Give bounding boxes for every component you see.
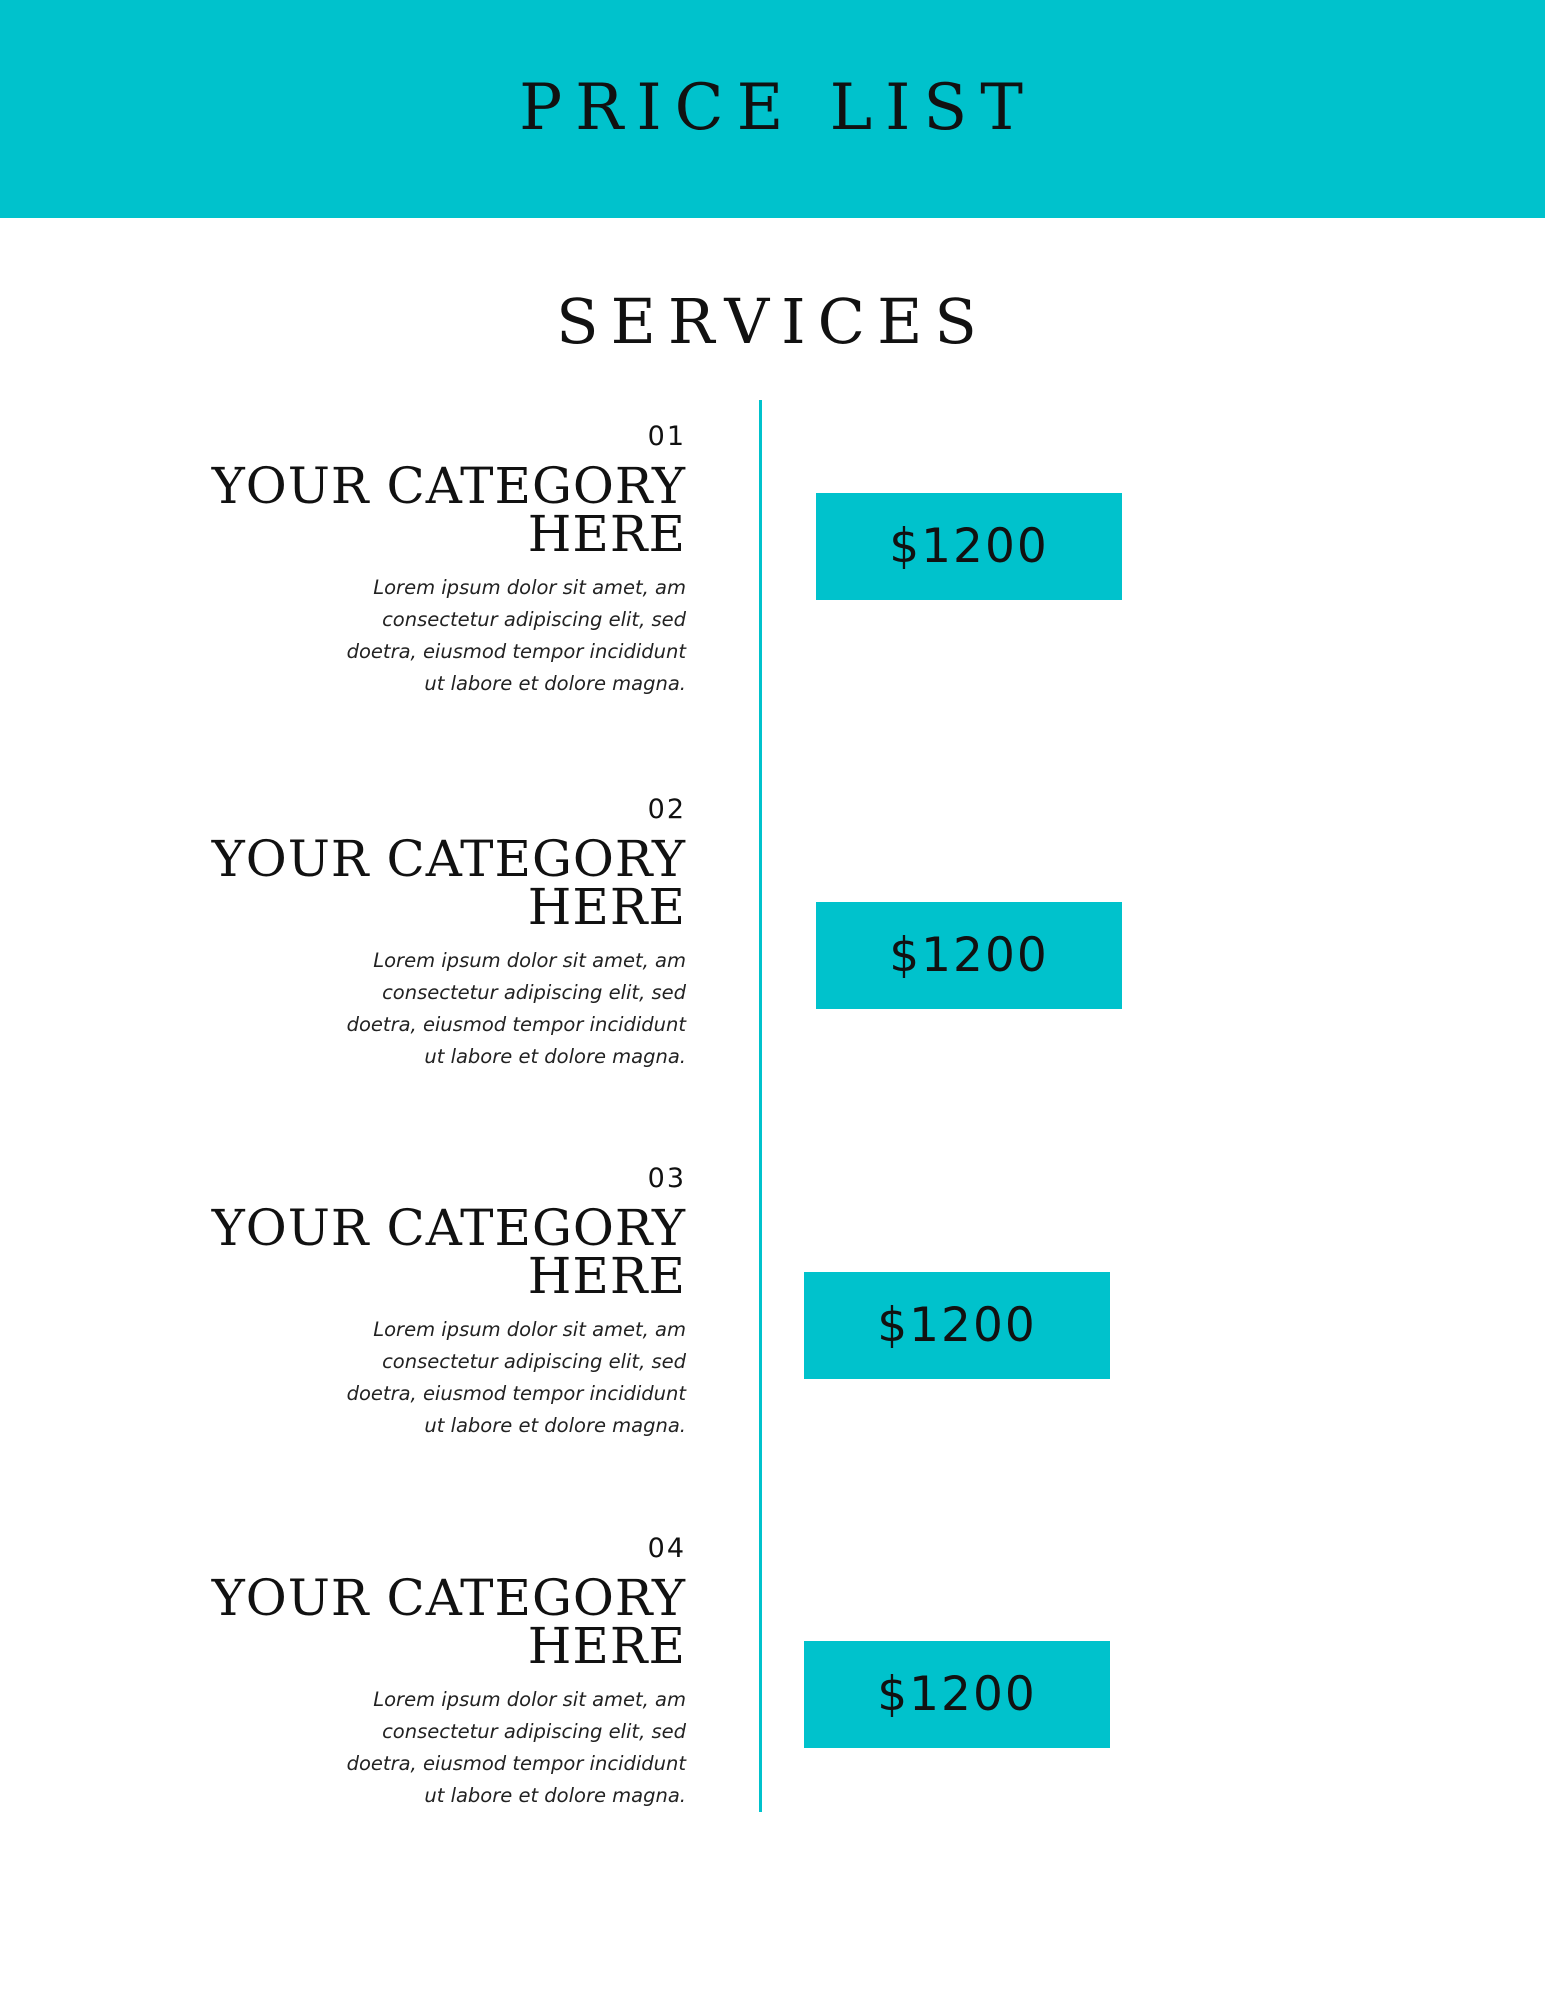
item-title-line: YOUR CATEGORY	[211, 457, 686, 515]
description-line: Lorem ipsum dolor sit amet, am	[373, 576, 686, 599]
item-number: 01	[647, 421, 686, 452]
price-value: $1200	[877, 1298, 1037, 1353]
section-title: SERVICES	[556, 285, 989, 358]
item-title	[140, 1199, 686, 1305]
description-line: ut labore et dolore magna.	[424, 1414, 686, 1437]
service-item	[140, 1162, 686, 1442]
service-item	[140, 420, 686, 700]
item-title-line: HERE	[527, 1617, 686, 1675]
description-line: doetra, eiusmod tempor incididunt	[346, 1013, 686, 1036]
item-number: 02	[647, 794, 686, 825]
item-title-line: YOUR CATEGORY	[211, 830, 686, 888]
item-title-line: YOUR CATEGORY	[211, 1569, 686, 1627]
description-line: doetra, eiusmod tempor incididunt	[346, 640, 686, 663]
header-band	[0, 0, 1545, 218]
price-badge	[804, 1641, 1110, 1748]
price-badge	[816, 902, 1122, 1009]
item-description	[140, 1684, 686, 1812]
description-line: ut labore et dolore magna.	[424, 1045, 686, 1068]
description-line: ut labore et dolore magna.	[424, 672, 686, 695]
item-number: 04	[647, 1533, 686, 1564]
description-line: consectetur adipiscing elit, sed	[382, 981, 686, 1004]
service-item	[140, 793, 686, 1073]
description-line: ut labore et dolore magna.	[424, 1784, 686, 1807]
item-number: 03	[647, 1163, 686, 1194]
item-title-line: HERE	[527, 1247, 686, 1305]
item-title-line: HERE	[527, 505, 686, 563]
description-line: consectetur adipiscing elit, sed	[382, 608, 686, 631]
vertical-divider	[759, 400, 762, 1812]
item-title-line: HERE	[527, 878, 686, 936]
page-title: PRICE LIST	[519, 71, 1036, 145]
item-title	[140, 830, 686, 936]
price-value: $1200	[889, 928, 1049, 983]
description-line: Lorem ipsum dolor sit amet, am	[373, 1318, 686, 1341]
description-line: consectetur adipiscing elit, sed	[382, 1350, 686, 1373]
description-line: doetra, eiusmod tempor incididunt	[346, 1382, 686, 1405]
item-title	[140, 457, 686, 563]
description-line: Lorem ipsum dolor sit amet, am	[373, 949, 686, 972]
description-line: Lorem ipsum dolor sit amet, am	[373, 1688, 686, 1711]
description-line: consectetur adipiscing elit, sed	[382, 1720, 686, 1743]
service-item	[140, 1532, 686, 1812]
price-value: $1200	[889, 519, 1049, 574]
description-line: doetra, eiusmod tempor incididunt	[346, 1752, 686, 1775]
item-title	[140, 1569, 686, 1675]
item-description	[140, 945, 686, 1073]
price-badge	[804, 1272, 1110, 1379]
price-value: $1200	[877, 1667, 1037, 1722]
item-description	[140, 572, 686, 700]
item-description	[140, 1314, 686, 1442]
item-title-line: YOUR CATEGORY	[211, 1199, 686, 1257]
price-badge	[816, 493, 1122, 600]
